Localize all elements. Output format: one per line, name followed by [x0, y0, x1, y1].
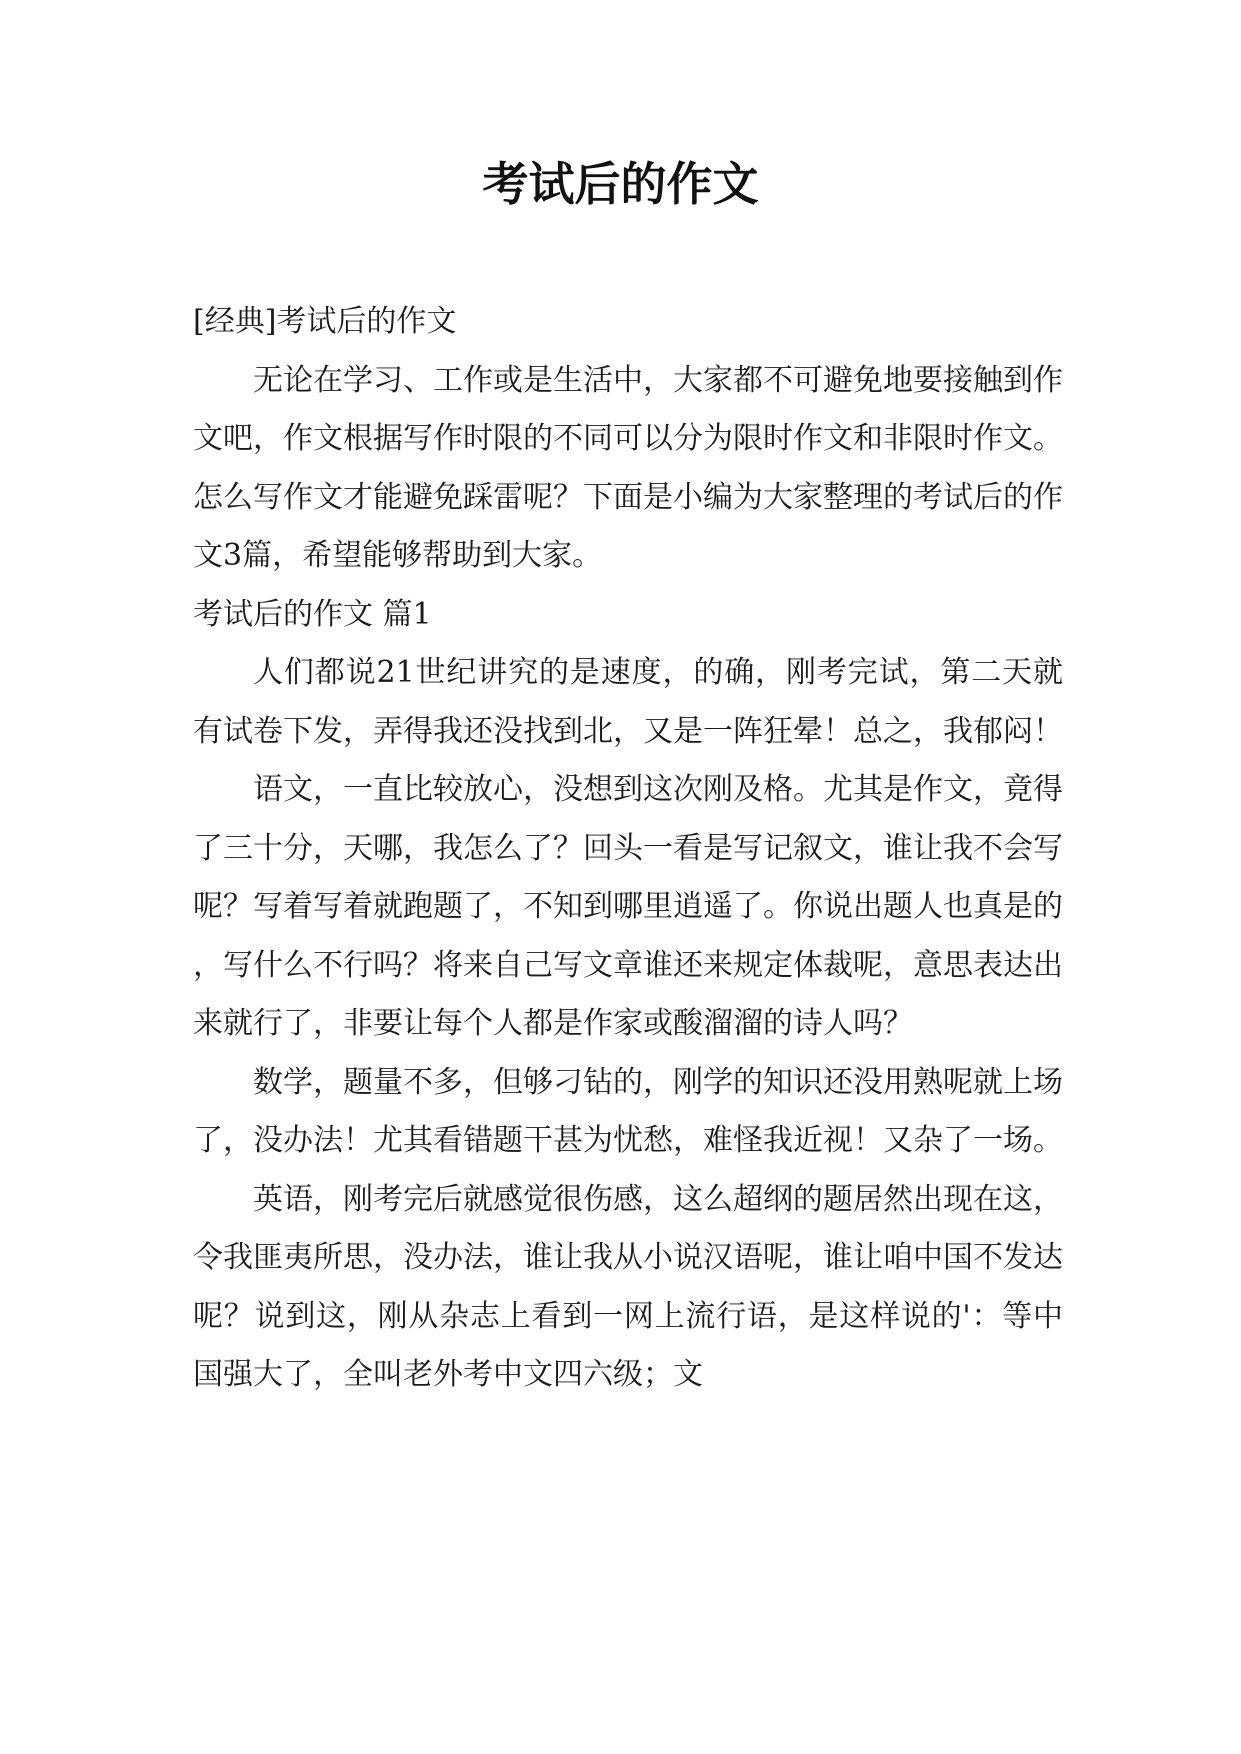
section-heading: 考试后的作文 篇1 — [193, 596, 432, 632]
document-body — [193, 293, 1063, 1405]
paragraph: 数学，题量不多，但够刁钻的，刚学的知识还没用熟呢就上场了，没办法！尤其看错题干甚为忧愁，难怪我近视！又杂了一场。 — [193, 1064, 1063, 1158]
document-title: 考试后的作文 — [482, 157, 759, 211]
subtitle-line: [经典]考试后的作文 — [193, 304, 457, 339]
paragraph: 语文，一直比较放心，没想到这次刚及格。尤其是作文，竟得了三十分，天哪，我怎么了？回头一看是写记叙文，谁让我不会写呢？写着写着就跑题了，不知到哪里逍遥了。你说出题人也真是的，写什么不行吗？将来自己写文章谁还来规定体裁呢，意思表达出来就行了，非要让每个人都是作家或酸溜溜的诗人吗？ — [193, 772, 1063, 1041]
paragraph: 英语，刚考完后就感觉很伤感，这么超纲的题居然出现在这，令我匪夷所思，没办法，谁让我从小说汉语呢，谁让咱中国不发达呢？说到这，刚从杂志上看到一网上流行语，是这样说的'：等中国强大了，全叫老外考中文四六级；文 — [193, 1181, 1063, 1392]
intro-paragraph: 无论在学习、工作或是生活中，大家都不可避免地要接触到作文吧，作文根据写作时限的不同可以分为限时作文和非限时作文。怎么写作文才能避免踩雷呢？下面是小编为大家整理的考试后的作文3篇，希望能够帮助到大家。 — [193, 362, 1063, 573]
paragraph: 人们都说21世纪讲究的是速度，的确，刚考完试，第二天就有试卷下发，弄得我还没找到北，又是一阵狂晕！总之，我郁闷！ — [193, 655, 1063, 749]
